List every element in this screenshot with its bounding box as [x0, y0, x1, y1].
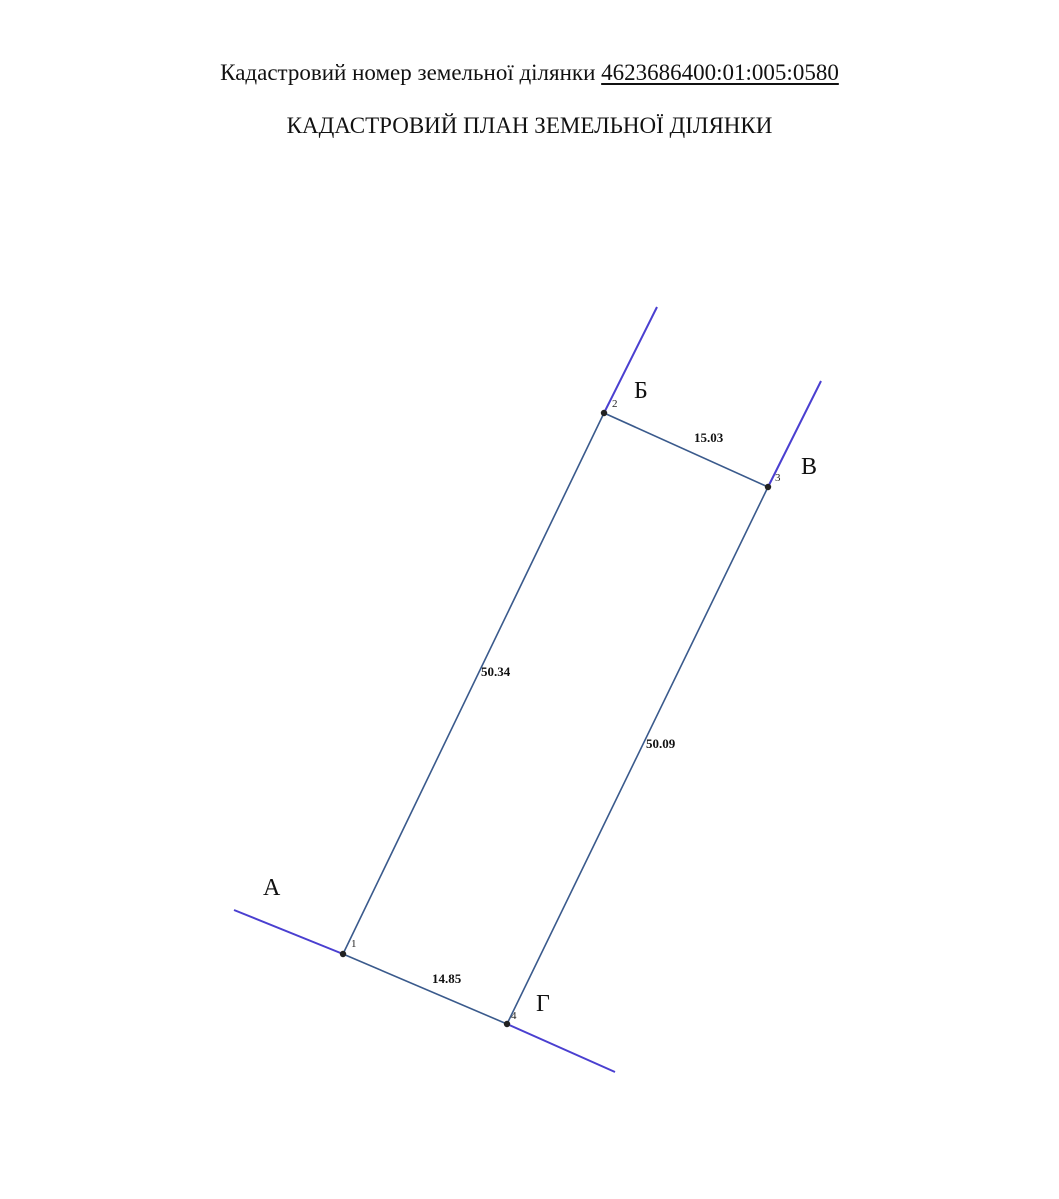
- neighbor-label-b: Б: [634, 378, 648, 404]
- neighbor-label-v: В: [801, 454, 818, 480]
- neighbor-boundary-a-line: [234, 910, 343, 954]
- cadastral-number-prefix: Кадастровий номер земельної ділянки: [220, 60, 602, 85]
- neighbor-label-g: Г: [536, 991, 550, 1017]
- vertex-1-label: 1: [351, 938, 357, 950]
- vertex-2-label: 2: [612, 398, 618, 410]
- parcel-side-1-2: [343, 413, 604, 954]
- neighbor-boundary-g-line: [507, 1024, 615, 1072]
- cadastral-number: 4623686400:01:005:0580: [601, 60, 839, 85]
- vertex-4-marker: [504, 1021, 510, 1027]
- parcel-side-4-1: [343, 954, 507, 1024]
- side-1-2-length: 50.34: [481, 664, 511, 679]
- vertex-4-label: 4: [511, 1010, 517, 1022]
- parcel-side-3-4: [507, 487, 768, 1024]
- vertex-3-marker: [765, 484, 771, 490]
- side-4-1-length: 14.85: [432, 971, 462, 986]
- neighbor-label-a: А: [263, 875, 281, 901]
- side-2-3-length: 15.03: [694, 430, 724, 445]
- vertex-2-marker: [601, 410, 607, 416]
- parcel-side-2-3: [604, 413, 768, 487]
- side-3-4-length: 50.09: [646, 736, 676, 751]
- vertex-3-label: 3: [775, 472, 781, 484]
- plan-title: КАДАСТРОВИЙ ПЛАН ЗЕМЕЛЬНОЇ ДІЛЯНКИ: [286, 113, 773, 138]
- vertex-1-marker: [340, 951, 346, 957]
